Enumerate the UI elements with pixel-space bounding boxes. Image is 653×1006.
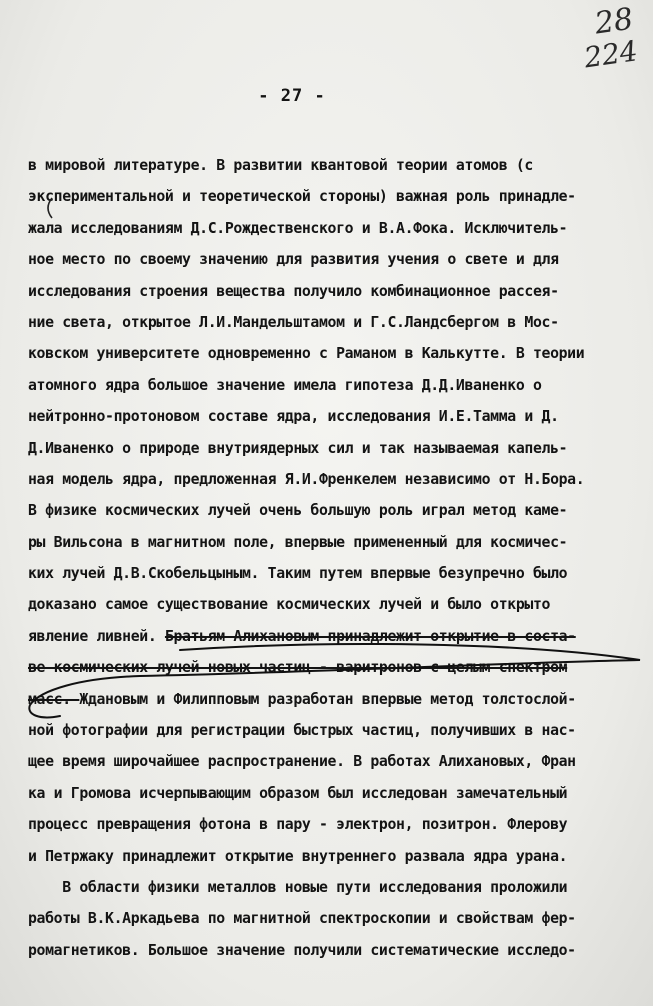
text-line-struck: [28, 652, 653, 683]
text-line: В физике космических лучей очень большую роль играл метод каме-: [28, 502, 568, 520]
struck-through-text: масс.: [28, 690, 80, 708]
text-line: ка и Громова исчерпывающим образом был исследован замечательный: [28, 784, 568, 802]
text-line: ры Вильсона в магнитном поле, впервые примененный для космичес-: [28, 533, 568, 551]
text-line: ких лучей Д.В.Скобельцыным. Таким путем впервые безупречно было: [28, 565, 568, 583]
folio-number-top: 28: [592, 1, 635, 42]
text-line: В области физики металлов новые пути исследования проложили: [28, 878, 568, 896]
text-line: щее время широчайшее распространение. В работах Алихановых, Фран: [28, 753, 576, 771]
text-line: ное место по своему значению для развития учения о свете и для: [28, 251, 559, 269]
text-line: ромагнетиков. Большое значение получили систематические исследо-: [28, 941, 576, 959]
text-line: ная модель ядра, предложенная Я.И.Френкелем независимо от Н.Бора.: [28, 470, 585, 488]
text-line-partially-struck: [28, 684, 653, 715]
text-line: в мировой литературе. В развитии квантовой теории атомов (с: [28, 157, 533, 174]
text-segment: Ждановым и Филипповым разработан впервые метод толстослой-: [79, 690, 576, 708]
text-line: нейтронно-протоновом составе ядра, исследования И.Е.Тамма и Д.: [28, 408, 559, 426]
text-segment: явление ливней.: [28, 627, 165, 645]
text-line: экспериментальной и теоретической стороны) важная роль принадле-: [28, 188, 576, 206]
text-line: доказано самое существование космических лучей и было открыто: [28, 596, 551, 614]
body-text: [28, 150, 653, 966]
text-line: и Петржаку принадлежит открытие внутреннего развала ядра урана.: [28, 847, 568, 865]
text-line-partially-struck: [28, 621, 653, 652]
text-line: исследования строения вещества получило комбинационное рассея-: [28, 282, 559, 300]
text-line: ковском университете одновременно с Раманом в Калькутте. В теории: [28, 345, 585, 363]
page-number: - 27 -: [258, 86, 326, 106]
text-line: жала исследованиям Д.С.Рождественского и В.А.Фока. Исключитель-: [28, 219, 568, 237]
folio-number-bottom: 224: [581, 34, 640, 75]
text-line: Д.Иваненко о природе внутриядерных сил и так называемая капель-: [28, 439, 568, 457]
text-line: процесс превращения фотона в пару - электрон, позитрон. Флерову: [28, 816, 568, 834]
struck-through-text: Братьям Алихановым принадлежит открытие в соста-: [164, 627, 576, 645]
text-line: ние света, открытое Л.И.Мандельштамом и Г.С.Ландсбергом в Мос-: [28, 313, 559, 331]
text-line: работы В.К.Аркадьева по магнитной спектроскопии и свойствам фер-: [28, 910, 576, 928]
struck-through-text: ве космических лучей новых частиц - варитронов с целым спектром: [28, 659, 568, 677]
text-line: ной фотографии для регистрации быстрых частиц, получивших в нас-: [28, 722, 576, 740]
handwritten-folio: [577, 1, 640, 75]
text-line: атомного ядра большое значение имела гипотеза Д.Д.Иваненко о: [28, 376, 542, 394]
